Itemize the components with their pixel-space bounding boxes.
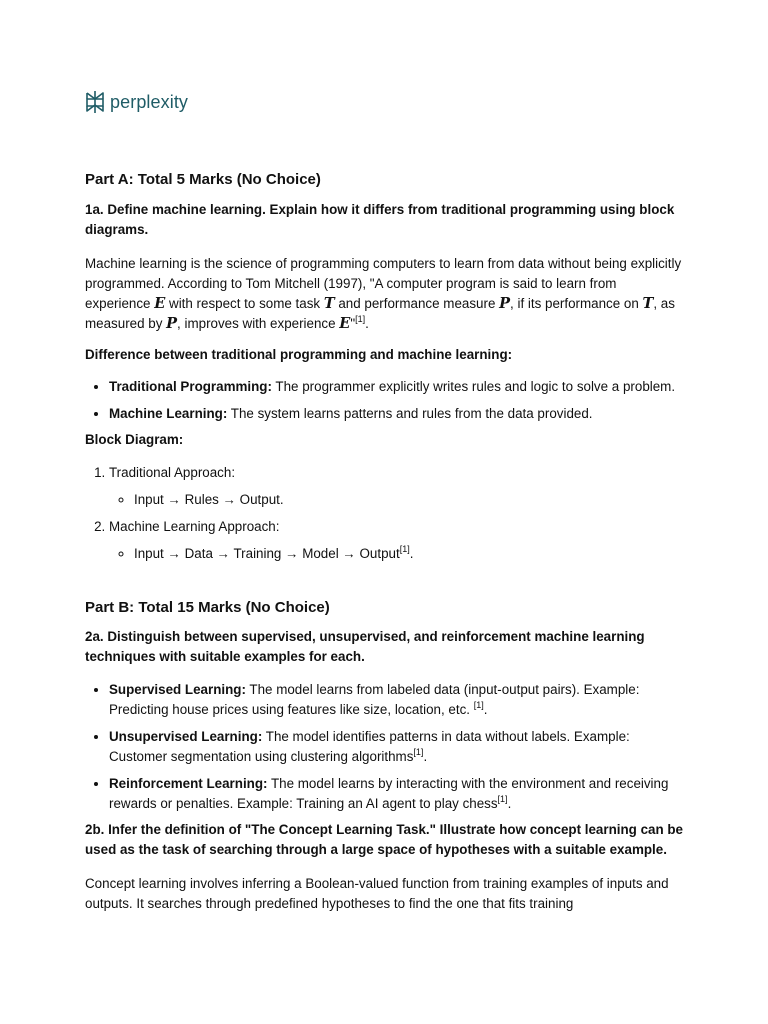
citation-link[interactable]: [1] (413, 747, 424, 757)
math-e: E (154, 295, 166, 312)
citation-link[interactable]: [1] (399, 544, 410, 554)
difference-list (85, 377, 685, 424)
math-t: T (323, 295, 335, 312)
logo-text: perplexity (110, 92, 189, 112)
question-2b: 2b. Infer the definition of "The Concept Learning Task." Illustrate how concept learning can be used as the task of searching through a large space of hypotheses with a suitable example. (85, 822, 683, 857)
list-item: ◦ Input → Rules → Output. (134, 490, 685, 510)
list-item: • Unsupervised Learning: The model identifies patterns in data without labels. Example: Customer segmentation using clustering algorithms[1]. (109, 727, 685, 767)
list-item: • Reinforcement Learning: The model learns by interacting with the environment and receiving rewards or penalties. Example: Training an AI agent to play chess[1]. (109, 774, 685, 814)
list-item: 2. Machine Learning Approach: ◦ Input → Data → Training → Model → Output[1]. (109, 517, 685, 564)
part-a-heading: Part A: Total 5 Marks (No Choice) (85, 171, 321, 188)
learning-types-list (85, 680, 685, 814)
ml-definition-paragraph: Machine learning is the science of programming computers to learn from data without being explicitly programmed. According to Tom Mitchell (1997), "A computer program is said to learn from experience E with respect to some task T and performance measure P, if its performance on T, as measured by P, improves with experience E"[1]. (85, 256, 682, 332)
citation-link[interactable]: [1] (497, 794, 508, 804)
list-item: • Supervised Learning: The model learns from labeled data (input-output pairs). Example: Predicting house prices using features like size, location, etc. [1]. (109, 680, 685, 720)
citation-link[interactable]: [1] (473, 700, 484, 710)
math-p: P (499, 295, 511, 312)
list-item: 1. Traditional Approach: ◦ Input → Rules → Output. (109, 463, 685, 510)
citation-link[interactable]: [1] (355, 314, 366, 324)
block-diagram-heading: Block Diagram: (85, 432, 184, 447)
block-diagram-list (85, 463, 685, 564)
list-item: • Traditional Programming: The programmer explicitly writes rules and logic to solve a problem. (109, 377, 685, 397)
concept-learning-paragraph: Concept learning involves inferring a Boolean-valued function from training examples of inputs and outputs. It searches through predefined hypotheses to find the one that fits training (85, 876, 669, 911)
list-item: ◦ Input → Data → Training → Model → Output[1]. (134, 544, 685, 564)
difference-heading: Difference between traditional programming and machine learning: (85, 347, 513, 362)
list-item: • Machine Learning: The system learns patterns and rules from the data provided. (109, 404, 685, 424)
part-b-heading: Part B: Total 15 Marks (No Choice) (85, 599, 330, 616)
question-1a: 1a. Define machine learning. Explain how it differs from traditional programming using block diagrams. (85, 202, 675, 237)
document-content (85, 168, 685, 914)
perplexity-logo-icon (85, 90, 105, 114)
perplexity-logo (85, 90, 188, 114)
question-2a: 2a. Distinguish between supervised, unsupervised, and reinforcement machine learning techniques with suitable examples for each. (85, 629, 645, 664)
